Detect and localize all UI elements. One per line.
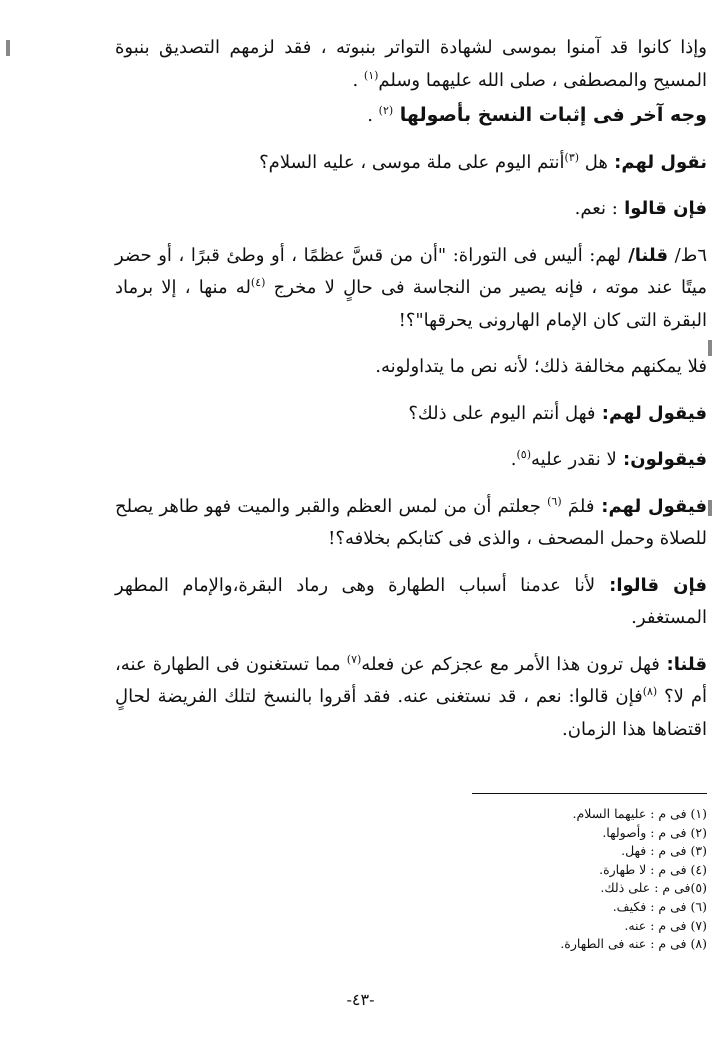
paragraph: [115, 240, 707, 338]
text-run: أنتم اليوم على ملة موسى ، عليه السلام؟: [259, 151, 565, 173]
scan-edge-mark: [6, 40, 10, 56]
footnote-ref: (١): [363, 68, 379, 82]
paragraph: [115, 147, 707, 180]
text-run: هل: [579, 151, 608, 173]
speaker-label: فيقولون:: [616, 449, 707, 470]
scan-edge-mark: [708, 340, 712, 356]
text-run: .: [510, 449, 517, 470]
footnote: (١) فى م : عليهما السلام.: [572, 806, 707, 821]
footnote: (٤) فى م : لا طهارة.: [599, 861, 707, 877]
speaker-label: فإن قالوا:: [595, 574, 707, 596]
footnote-ref: (٧): [346, 652, 362, 666]
text-run: : نعم.: [574, 198, 618, 219]
paragraph: [115, 32, 707, 97]
main-text: [115, 32, 707, 760]
speaker-label: فيقول لهم:: [594, 495, 708, 517]
footnote-ref: (٨): [642, 685, 658, 698]
text-run: فلا يمكنهم مخالفة ذلك؛ لأنه نص ما يتداولونه.: [375, 356, 707, 377]
text-run: .: [352, 69, 364, 91]
text-run: لأنا عدمنا أسباب الطهارة وهى رماد البقرة،والإمام المطهر المستغفر.: [115, 574, 707, 628]
page-number: -٤٣-: [346, 990, 375, 1009]
paragraph: [115, 491, 707, 556]
text-run: مما تستغنون فى الطهارة عنه، أم لا؟: [115, 653, 707, 707]
speaker-label: فيقول لهم:: [595, 402, 707, 424]
speaker-label: نقول لهم:: [607, 151, 707, 173]
footnote: (٨) فى م : عنه فى الطهارة.: [560, 936, 707, 952]
text-run: وإذا كانوا قد آمنوا بموسى لشهادة التواتر بنبوته ، فقد لزمهم التصديق بنبوة المسيح والمصطفى ، صلى الله عليهما وسلم: [115, 37, 707, 91]
text-run: ٦ط/: [668, 244, 707, 266]
footnotes: [307, 805, 707, 954]
footnote: (٢) فى م : وأصولها.: [602, 824, 707, 840]
text-run: فلمَ: [561, 495, 595, 517]
speaker-label: فإن قالوا: [617, 198, 707, 219]
speaker-label: قلنا/: [621, 244, 669, 266]
footnote-separator: [472, 793, 707, 794]
paragraph: [115, 570, 707, 635]
text-run: .: [367, 105, 379, 126]
paragraph: [115, 351, 707, 384]
footnote-ref: (٣): [564, 150, 580, 164]
text-run: لهم: أليس فى التوراة: "أن من قسَّ عظمًا ، أو وطئ قبرًا ، أو حضر ميتًا عند موته ، فإنه يصير من النجاسة فى حالٍ لا مخرج: [115, 244, 707, 298]
text-run: جعلتم أن من لمس العظم والقبر والميت فهو طاهر يصلح للصلاة وحمل المصحف ، والذى فى كتابكم بخلافه؟!: [115, 495, 707, 549]
section-heading: وجه آخر فى إثبات النسخ بأصولها: [393, 104, 707, 126]
footnote: (٥)فى م : على ذلك.: [600, 880, 707, 896]
footnote: (٧) فى م : عنه.: [624, 917, 707, 933]
text-run: له منها ، إلا برماد البقرة التى كان الإمام الهارونى يحرقها"؟!: [115, 277, 707, 331]
footnote: (٣) فى م : فهل.: [621, 843, 707, 859]
footnote: (٦) فى م : فكيف.: [612, 898, 707, 914]
speaker-label: قلنا:: [659, 653, 708, 675]
footnote-ref: (٦): [547, 494, 562, 508]
scan-edge-mark: [708, 500, 712, 516]
text-run: فإن قالوا: نعم ، قد نستغنى عنه. فقد أقروا بالنسخ لتلك الفريضة لحالٍ اقتضاها هذا الزمان.: [115, 686, 707, 740]
text-run: فهل ترون هذا الأمر مع عجزكم عن فعله: [361, 653, 660, 675]
footnote-ref: (٥): [516, 448, 531, 461]
paragraph: [115, 99, 707, 133]
paragraph: [115, 444, 707, 477]
text-run: فهل أنتم اليوم على ذلك؟: [408, 402, 596, 424]
text-run: لا نقدر عليه: [531, 449, 617, 470]
paragraph: [115, 398, 707, 431]
paragraph: [115, 649, 707, 747]
footnote-ref: (٢): [378, 104, 394, 117]
footnote-ref: (٤): [250, 276, 266, 289]
paragraph: [115, 193, 707, 226]
